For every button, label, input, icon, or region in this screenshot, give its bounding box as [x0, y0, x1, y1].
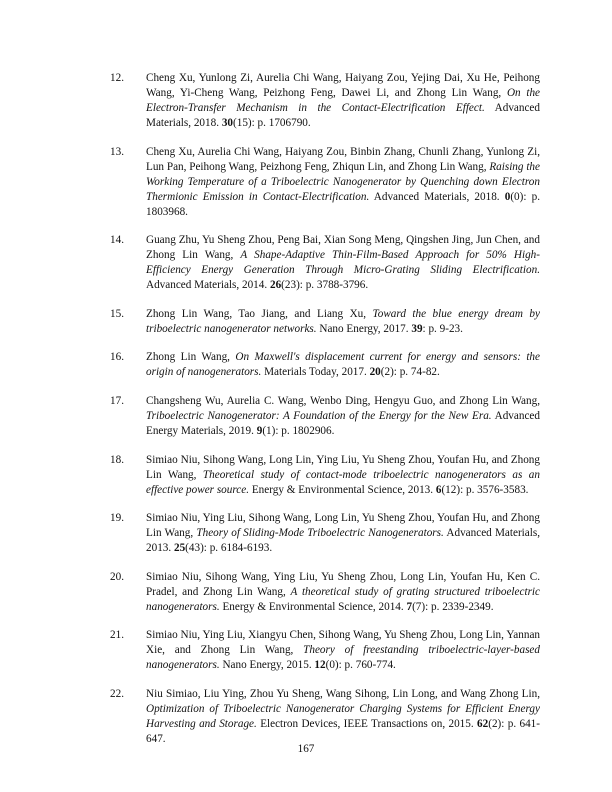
reference-number: 20. — [110, 570, 124, 583]
reference-journal: Materials Today, 2017. — [261, 366, 370, 379]
reference-authors: Niu Simiao, Liu Ying, Zhou Yu Sheng, Wang Sihong, Lin Long, and Wang Zhong Lin, — [146, 687, 540, 700]
reference-pages: (1): p. 1802906. — [262, 424, 335, 437]
reference-list — [0, 71, 612, 761]
reference-volume: 62 — [477, 717, 489, 730]
reference-authors: Zhong Lin Wang, Tao Jiang, and Liang Xu, — [146, 307, 373, 320]
reference-number: 19. — [110, 512, 124, 525]
reference-title: Triboelectric Nanogenerator: A Foundation of the Energy for the New Era. — [146, 409, 492, 422]
reference-text — [146, 350, 540, 380]
reference-authors: Cheng Xu, Yunlong Zi, Aurelia Chi Wang, Haiyang Zou, Yejing Dai, Xu He, Peihong Wang, Yi-Cheng Wang, Peizhong Feng, Dawei Li, and Zhong Lin Wang, — [146, 72, 540, 99]
reference-authors: Simiao Niu, Ying Liu, Xiangyu Chen, Sihong Wang, Yu Sheng Zhou, Long Lin, Yannan Xie, and Zhong Lin Wang, — [146, 629, 540, 657]
reference-authors: Zhong Lin Wang, — [146, 351, 236, 364]
reference-text — [146, 71, 540, 131]
reference-entry — [0, 233, 612, 293]
reference-journal: Advanced Materials, 2013. — [146, 527, 541, 555]
reference-pages: : p. 9-23. — [422, 322, 463, 335]
reference-journal: Advanced Materials, 2018. — [146, 102, 540, 129]
reference-volume: 9 — [256, 424, 263, 437]
reference-number: 17. — [110, 394, 124, 407]
reference-pages: (0): p. 1803968. — [146, 190, 540, 218]
reference-text — [146, 307, 540, 337]
reference-volume: 6 — [435, 483, 442, 496]
reference-pages: (15): p. 1706790. — [233, 117, 311, 129]
reference-pages: (0): p. 760-774. — [325, 659, 396, 672]
reference-volume: 26 — [269, 279, 282, 292]
reference-text — [146, 453, 540, 498]
reference-number: 12. — [110, 72, 124, 84]
reference-entry — [0, 71, 612, 131]
reference-text — [146, 145, 540, 220]
reference-authors: Changsheng Wu, Aurelia C. Wang, Wenbo Ding, Hengyu Guo, and Zhong Lin Wang, — [146, 394, 540, 407]
reference-title: Optimization of Triboelectric Nanogenerator Charging Systems for Efficient Energy Harvesting and Storage. — [146, 702, 540, 730]
reference-entry — [0, 350, 612, 380]
reference-entry — [0, 453, 612, 498]
reference-pages: (23): p. 3788-3796. — [281, 279, 369, 292]
reference-pages: (12): p. 3576-3583. — [441, 483, 529, 496]
reference-journal: Nano Energy, 2017. — [316, 322, 412, 335]
reference-journal: Advanced Materials, 2014. — [146, 279, 270, 292]
reference-text — [146, 570, 540, 615]
reference-volume: 20 — [369, 366, 381, 379]
reference-title: On the Electron-Transfer Mechanism in the Contact-Electrification Effect. — [146, 87, 541, 114]
reference-title: On Maxwell's displacement current for energy and sensors: the origin of nanogenerators. — [146, 351, 540, 379]
reference-number: 18. — [110, 453, 124, 466]
page-number: 167 — [297, 743, 315, 755]
reference-number: 22. — [110, 687, 124, 700]
reference-journal: Advanced Materials, 2018. — [369, 190, 505, 203]
reference-number: 13. — [110, 145, 124, 158]
reference-text — [146, 511, 540, 556]
reference-pages: (7): p. 2339-2349. — [412, 600, 494, 613]
reference-number: 14. — [110, 234, 124, 247]
reference-journal: Energy & Environmental Science, 2014. — [219, 600, 407, 613]
reference-title: Raising the Working Temperature of a Triboelectric Nanogenerator by Quenching down Electron Thermionic Emission in Contact-Electrification. — [146, 160, 540, 203]
reference-entry — [0, 145, 612, 220]
reference-journal: Electron Devices, IEEE Transactions on, 2015. — [256, 717, 478, 730]
reference-title: Theoretical study of contact-mode triboelectric nanogenerators as an effective power source. — [146, 468, 540, 496]
reference-volume: 25 — [173, 542, 186, 555]
reference-volume: 12 — [314, 659, 326, 672]
reference-title: A Shape-Adaptive Thin-Film-Based Approach for 50% High-Efficiency Energy Generation Through Micro-Grating Sliding Electrification. — [146, 249, 540, 277]
reference-entry — [0, 570, 612, 615]
reference-journal: Nano Energy, 2015. — [219, 659, 315, 672]
reference-authors: Simiao Niu, Ying Liu, Sihong Wang, Long Lin, Yu Sheng Zhou, Youfan Hu, and Zhong Lin Wang, — [146, 512, 540, 540]
reference-text — [146, 394, 540, 439]
reference-journal: Advanced Energy Materials, 2019. — [146, 409, 540, 437]
reference-volume: 30 — [221, 117, 233, 129]
reference-text — [146, 233, 540, 293]
reference-pages: (2): p. 641-647. — [146, 717, 540, 745]
reference-pages: (43): p. 6184-6193. — [185, 542, 273, 555]
reference-number: 21. — [110, 629, 124, 642]
reference-authors: Simiao Niu, Sihong Wang, Long Lin, Ying Liu, Yu Sheng Zhou, Youfan Hu, and Zhong Lin Wang, — [146, 453, 540, 481]
reference-journal: Energy & Environmental Science, 2013. — [249, 483, 436, 496]
reference-volume: 0 — [504, 190, 511, 203]
reference-entry — [0, 511, 612, 556]
reference-text — [146, 628, 540, 673]
reference-title: Toward the blue energy dream by triboelectric nanogenerator networks. — [146, 307, 540, 335]
reference-authors: Cheng Xu, Aurelia Chi Wang, Haiyang Zou, Binbin Zhang, Chunli Zhang, Yunlong Zi, Lun Pan, Peihong Wang, Peizhong Feng, Zhiqun Lin, and Zhong Lin Wang, — [146, 145, 540, 173]
reference-volume: 7 — [406, 600, 413, 613]
reference-entry — [0, 628, 612, 673]
reference-title: A theoretical study of grating structured triboelectric nanogenerators. — [146, 585, 540, 613]
reference-entry — [0, 307, 612, 337]
reference-volume: 39 — [411, 322, 423, 335]
reference-entry — [0, 687, 612, 747]
reference-title: Theory of freestanding triboelectric-layer-based nanogenerators. — [146, 644, 540, 672]
reference-number: 16. — [110, 351, 124, 364]
reference-entry — [0, 394, 612, 439]
reference-authors: Simiao Niu, Sihong Wang, Ying Liu, Yu Sheng Zhou, Long Lin, Youfan Hu, Ken C. Pradel, and Zhong Lin Wang, — [146, 570, 540, 598]
reference-title: Theory of Sliding-Mode Triboelectric Nanogenerators. — [196, 527, 444, 540]
reference-authors: Guang Zhu, Yu Sheng Zhou, Peng Bai, Xian Song Meng, Qingshen Jing, Jun Chen, and Zhong Lin Wang, — [146, 234, 540, 262]
reference-text — [146, 687, 540, 747]
reference-pages: (2): p. 74-82. — [380, 366, 440, 379]
reference-number: 15. — [110, 307, 124, 320]
